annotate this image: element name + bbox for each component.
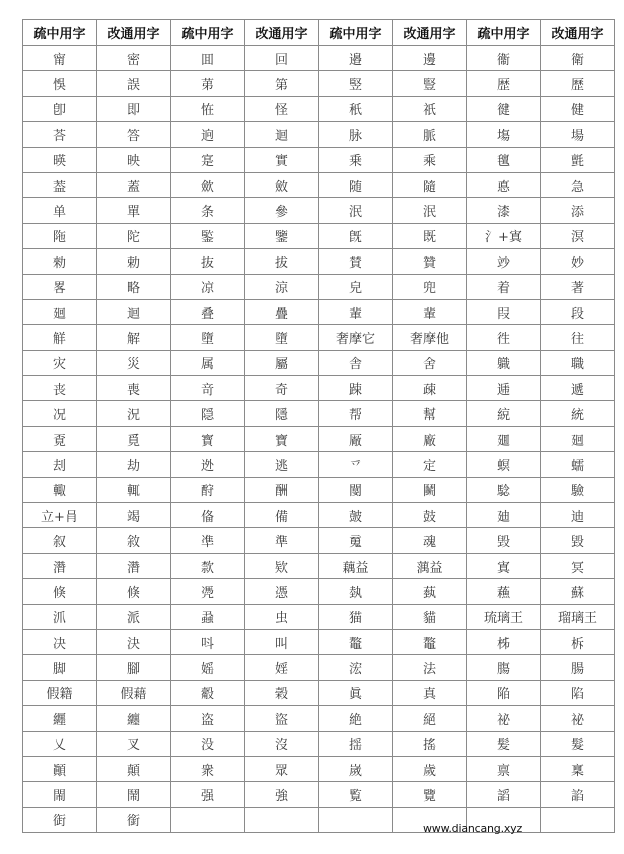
header-standard-char: 改通用字 [541, 20, 615, 46]
standard-char-cell: 喪 [97, 376, 171, 401]
commentary-char-cell: 凴 [171, 579, 245, 604]
standard-char-cell: 蓺 [393, 579, 467, 604]
standard-char-cell: 瑠璃王 [541, 604, 615, 629]
standard-char-cell: 急 [541, 172, 615, 197]
standard-char-cell: 沒 [245, 731, 319, 756]
standard-char-cell: 覽 [393, 782, 467, 807]
standard-char-cell: 榖 [245, 680, 319, 705]
commentary-char-cell: 衘 [23, 807, 97, 832]
standard-char-cell: 略 [97, 274, 171, 299]
standard-char-cell: 屬 [245, 350, 319, 375]
standard-char-cell: 虫 [245, 604, 319, 629]
standard-char-cell: 欵 [245, 553, 319, 578]
commentary-char-cell: 觳 [171, 680, 245, 705]
commentary-char-cell: 禀 [467, 756, 541, 781]
table-row [23, 477, 615, 502]
header-row [23, 20, 615, 46]
commentary-char-cell: 单 [23, 198, 97, 223]
commentary-char-cell: 隠 [171, 401, 245, 426]
commentary-char-cell: 凉 [171, 274, 245, 299]
commentary-char-cell: 漆 [467, 198, 541, 223]
standard-char-cell: 疎 [393, 376, 467, 401]
commentary-char-cell: 廽 [467, 426, 541, 451]
commentary-char-cell: 賛 [319, 249, 393, 274]
commentary-char-cell: 竪 [319, 71, 393, 96]
table-row [23, 655, 615, 680]
commentary-char-cell: 膓 [467, 655, 541, 680]
standard-char-cell: 斂 [245, 172, 319, 197]
table-row [23, 299, 615, 324]
standard-char-cell: 叫 [245, 629, 319, 654]
commentary-char-cell: 叠 [171, 299, 245, 324]
standard-char-cell: 往 [541, 325, 615, 350]
commentary-char-cell: 䰟 [319, 528, 393, 553]
standard-char-cell: 映 [97, 147, 171, 172]
standard-char-cell: 鼓 [393, 503, 467, 528]
commentary-char-cell: 迯 [171, 452, 245, 477]
standard-char-cell: 倏 [97, 579, 171, 604]
commentary-char-cell: 鍳 [171, 223, 245, 248]
commentary-char-cell: 舎 [319, 350, 393, 375]
table-row [23, 782, 615, 807]
commentary-char-cell: 寔 [171, 147, 245, 172]
standard-char-cell: 奢摩他 [393, 325, 467, 350]
standard-char-cell: 歷 [541, 71, 615, 96]
standard-char-cell: 隱 [245, 401, 319, 426]
commentary-char-cell: 蝨 [171, 604, 245, 629]
standard-char-cell [245, 807, 319, 832]
standard-char-cell: 假藉 [97, 680, 171, 705]
table-row [23, 122, 615, 147]
commentary-char-cell: 乗 [319, 147, 393, 172]
standard-char-cell: 泯 [393, 198, 467, 223]
commentary-char-cell: 觧 [23, 325, 97, 350]
table-row [23, 223, 615, 248]
commentary-char-cell: 柹 [467, 629, 541, 654]
standard-char-cell: 祕 [541, 706, 615, 731]
standard-char-cell: 勅 [97, 249, 171, 274]
standard-char-cell: 廻 [541, 426, 615, 451]
commentary-char-cell: 鼇 [319, 629, 393, 654]
standard-char-cell: 奇 [245, 376, 319, 401]
table-row [23, 604, 615, 629]
standard-char-cell: 蘇 [541, 579, 615, 604]
commentary-char-cell: 氊 [467, 147, 541, 172]
table-row [23, 401, 615, 426]
commentary-char-cell: 乂 [23, 731, 97, 756]
standard-char-cell: 搖 [393, 731, 467, 756]
standard-char-cell: 憑 [245, 579, 319, 604]
header-commentary-char: 疏中用字 [467, 20, 541, 46]
commentary-char-cell: 荅 [23, 122, 97, 147]
standard-char-cell: 脈 [393, 122, 467, 147]
commentary-char-cell: 皃 [319, 274, 393, 299]
commentary-char-cell: 条 [171, 198, 245, 223]
standard-char-cell: 覓 [97, 426, 171, 451]
commentary-char-cell: 閙 [23, 782, 97, 807]
commentary-char-cell: 逈 [171, 122, 245, 147]
standard-char-cell: 強 [245, 782, 319, 807]
commentary-char-cell: 浤 [319, 655, 393, 680]
table-row [23, 452, 615, 477]
standard-char-cell: 迪 [541, 503, 615, 528]
commentary-char-cell: 暎 [23, 147, 97, 172]
commentary-char-cell: 沠 [23, 604, 97, 629]
standard-char-cell: 酬 [245, 477, 319, 502]
commentary-char-cell: 氵+寘 [467, 223, 541, 248]
table-row [23, 680, 615, 705]
commentary-char-cell: 况 [23, 401, 97, 426]
standard-char-cell: 回 [245, 46, 319, 71]
standard-char-cell: 銜 [97, 807, 171, 832]
table-row [23, 706, 615, 731]
commentary-char-cell: 奢摩它 [319, 325, 393, 350]
commentary-char-cell [319, 807, 393, 832]
table-row [23, 96, 615, 121]
commentary-char-cell: 陥 [467, 680, 541, 705]
commentary-char-cell: 寳 [171, 426, 245, 451]
commentary-char-cell: 閺 [319, 477, 393, 502]
commentary-char-cell: 眞 [319, 680, 393, 705]
standard-char-cell: 幫 [393, 401, 467, 426]
commentary-char-cell: 丧 [23, 376, 97, 401]
standard-char-cell: 腸 [541, 655, 615, 680]
commentary-char-cell: 倏 [23, 579, 97, 604]
watermark: www.diancang.xyz [423, 822, 523, 835]
standard-char-cell: 兜 [393, 274, 467, 299]
standard-char-cell: 氈 [541, 147, 615, 172]
commentary-char-cell: 旣 [319, 223, 393, 248]
standard-char-cell: 著 [541, 274, 615, 299]
header-standard-char: 改通用字 [245, 20, 319, 46]
commentary-char-cell: 竗 [467, 249, 541, 274]
standard-char-cell: 柝 [541, 629, 615, 654]
standard-char-cell: 腳 [97, 655, 171, 680]
standard-char-cell: 真 [393, 680, 467, 705]
header-standard-char: 改通用字 [393, 20, 467, 46]
commentary-char-cell: 脉 [319, 122, 393, 147]
commentary-char-cell: 螟 [467, 452, 541, 477]
commentary-char-cell: 叚 [467, 299, 541, 324]
standard-char-cell: 場 [541, 122, 615, 147]
commentary-char-cell: 衆 [171, 756, 245, 781]
commentary-char-cell: 脚 [23, 655, 97, 680]
standard-char-cell: 眾 [245, 756, 319, 781]
standard-char-cell: 怪 [245, 96, 319, 121]
commentary-char-cell: 踈 [319, 376, 393, 401]
standard-char-cell: 迴 [245, 122, 319, 147]
standard-char-cell: 備 [245, 503, 319, 528]
standard-char-cell: 輒 [97, 477, 171, 502]
commentary-char-cell: 恠 [171, 96, 245, 121]
standard-char-cell: 鑒 [245, 223, 319, 248]
standard-char-cell: 稟 [541, 756, 615, 781]
commentary-char-cell: 蘓 [467, 579, 541, 604]
commentary-char-cell: 决 [23, 629, 97, 654]
standard-char-cell: 涼 [245, 274, 319, 299]
commentary-char-cell: 纒 [23, 706, 97, 731]
standard-char-cell: 墮 [245, 325, 319, 350]
commentary-char-cell: 帮 [319, 401, 393, 426]
commentary-char-cell: 輙 [23, 477, 97, 502]
standard-char-cell: 舍 [393, 350, 467, 375]
commentary-char-cell: 墮 [171, 325, 245, 350]
standard-char-cell: 冥 [541, 553, 615, 578]
commentary-char-cell: 盗 [171, 706, 245, 731]
header-standard-char: 改通用字 [97, 20, 171, 46]
standard-char-cell: 實 [245, 147, 319, 172]
standard-char-cell: 參 [245, 198, 319, 223]
standard-char-cell: 疊 [245, 299, 319, 324]
commentary-char-cell: 媱 [171, 655, 245, 680]
standard-char-cell: 段 [541, 299, 615, 324]
standard-char-cell: 蠕 [541, 452, 615, 477]
table-row [23, 46, 615, 71]
table-row [23, 426, 615, 451]
table-row [23, 579, 615, 604]
standard-char-cell: 逃 [245, 452, 319, 477]
commentary-char-cell: 凖 [171, 528, 245, 553]
standard-char-cell: 劫 [97, 452, 171, 477]
commentary-char-cell: 軄 [467, 350, 541, 375]
commentary-char-cell: 立+肙 [23, 503, 97, 528]
standard-char-cell: 妙 [541, 249, 615, 274]
commentary-char-cell: 歴 [467, 71, 541, 96]
commentary-char-cell: 騐 [467, 477, 541, 502]
standard-char-cell: 陷 [541, 680, 615, 705]
standard-char-cell: 單 [97, 198, 171, 223]
standard-char-cell: 鬭 [393, 477, 467, 502]
commentary-char-cell: 叙 [23, 528, 97, 553]
standard-char-cell: 統 [541, 401, 615, 426]
standard-char-cell: 職 [541, 350, 615, 375]
standard-char-cell: 解 [97, 325, 171, 350]
commentary-char-cell: 呌 [171, 629, 245, 654]
table-row [23, 553, 615, 578]
commentary-char-cell: 廻 [23, 299, 97, 324]
table-row [23, 198, 615, 223]
commentary-char-cell: 强 [171, 782, 245, 807]
standard-char-cell: 婬 [245, 655, 319, 680]
commentary-char-cell: 泯 [319, 198, 393, 223]
standard-char-cell: 況 [97, 401, 171, 426]
standard-char-cell: 決 [97, 629, 171, 654]
commentary-char-cell: 陁 [23, 223, 97, 248]
commentary-char-cell: 輩 [319, 299, 393, 324]
standard-char-cell: 溟 [541, 223, 615, 248]
commentary-char-cell: 竒 [171, 376, 245, 401]
standard-char-cell: 陀 [97, 223, 171, 248]
standard-char-cell: 寶 [245, 426, 319, 451]
table-row [23, 249, 615, 274]
commentary-char-cell: 廸 [467, 503, 541, 528]
commentary-char-cell: 琉璃王 [467, 604, 541, 629]
standard-char-cell: 法 [393, 655, 467, 680]
standard-char-cell: 驗 [541, 477, 615, 502]
standard-char-cell: 敘 [97, 528, 171, 553]
commentary-char-cell: 寘 [467, 553, 541, 578]
standard-char-cell: 即 [97, 96, 171, 121]
commentary-char-cell: 綂 [467, 401, 541, 426]
table-row [23, 756, 615, 781]
commentary-char-cell: 猫 [319, 604, 393, 629]
table-row [23, 325, 615, 350]
standard-char-cell: 輩 [393, 299, 467, 324]
commentary-char-cell: 秖 [319, 96, 393, 121]
commentary-char-cell: 謟 [467, 782, 541, 807]
table-row [23, 376, 615, 401]
standard-char-cell: 廠 [393, 426, 467, 451]
standard-char-cell: 絕 [393, 706, 467, 731]
standard-char-cell: 添 [541, 198, 615, 223]
commentary-char-cell: 髪 [467, 731, 541, 756]
table-row [23, 731, 615, 756]
commentary-char-cell: 悳 [467, 172, 541, 197]
commentary-char-cell: 邉 [319, 46, 393, 71]
standard-char-cell: 纏 [97, 706, 171, 731]
commentary-char-cell: 卽 [23, 96, 97, 121]
standard-char-cell: 隨 [393, 172, 467, 197]
commentary-char-cell: 假籍 [23, 680, 97, 705]
commentary-char-cell: 没 [171, 731, 245, 756]
commentary-char-cell: 悞 [23, 71, 97, 96]
standard-char-cell: 答 [97, 122, 171, 147]
commentary-char-cell: 埶 [319, 579, 393, 604]
standard-char-cell: 派 [97, 604, 171, 629]
commentary-char-cell: 塲 [467, 122, 541, 147]
standard-char-cell: 密 [97, 46, 171, 71]
standard-char-cell: 顛 [97, 756, 171, 781]
header-commentary-char: 疏中用字 [23, 20, 97, 46]
table-row [23, 71, 615, 96]
commentary-char-cell: 勑 [23, 249, 97, 274]
standard-char-cell: 叉 [97, 731, 171, 756]
commentary-char-cell: 酧 [171, 477, 245, 502]
commentary-char-cell: 葢 [23, 172, 97, 197]
standard-char-cell: 準 [245, 528, 319, 553]
commentary-char-cell: 覔 [23, 426, 97, 451]
standard-char-cell: 鼇 [393, 629, 467, 654]
commentary-char-cell: 随 [319, 172, 393, 197]
commentary-char-cell: 抜 [171, 249, 245, 274]
standard-char-cell: 蕅益 [393, 553, 467, 578]
commentary-char-cell: 覧 [319, 782, 393, 807]
header-commentary-char: 疏中用字 [171, 20, 245, 46]
standard-char-cell: 毀 [541, 528, 615, 553]
commentary-char-cell: 衞 [467, 46, 541, 71]
standard-char-cell: 贊 [393, 249, 467, 274]
commentary-char-cell: 絶 [319, 706, 393, 731]
standard-char-cell: 遞 [541, 376, 615, 401]
commentary-char-cell: 揺 [319, 731, 393, 756]
standard-char-cell: 迴 [97, 299, 171, 324]
commentary-char-cell: 甯 [23, 46, 97, 71]
standard-char-cell: 拔 [245, 249, 319, 274]
standard-char-cell: 鬧 [97, 782, 171, 807]
commentary-char-cell: 嵗 [319, 756, 393, 781]
standard-char-cell: 定 [393, 452, 467, 477]
commentary-char-cell: 藕益 [319, 553, 393, 578]
standard-char-cell: 歲 [393, 756, 467, 781]
commentary-char-cell: 歀 [171, 553, 245, 578]
commentary-char-cell: 徤 [467, 96, 541, 121]
commentary-char-cell: 苐 [171, 71, 245, 96]
standard-char-cell: 魂 [393, 528, 467, 553]
standard-char-cell: 健 [541, 96, 615, 121]
commentary-char-cell: 顚 [23, 756, 97, 781]
commentary-char-cell: 祕 [467, 706, 541, 731]
commentary-char-cell: 属 [171, 350, 245, 375]
commentary-char-cell: 濳 [23, 553, 97, 578]
commentary-char-cell: 刦 [23, 452, 97, 477]
table-row [23, 807, 615, 832]
table-row [23, 503, 615, 528]
standard-char-cell: 蓋 [97, 172, 171, 197]
standard-char-cell: 髮 [541, 731, 615, 756]
commentary-char-cell: 乊 [319, 452, 393, 477]
standard-char-cell: 盜 [245, 706, 319, 731]
commentary-char-cell: 毁 [467, 528, 541, 553]
commentary-char-cell: 徃 [467, 325, 541, 350]
table-row [23, 274, 615, 299]
standard-char-cell: 貓 [393, 604, 467, 629]
standard-char-cell: 邊 [393, 46, 467, 71]
standard-char-cell: 濳 [97, 553, 171, 578]
commentary-char-cell: 灾 [23, 350, 97, 375]
standard-char-cell: 誤 [97, 71, 171, 96]
commentary-char-cell: 逓 [467, 376, 541, 401]
standard-char-cell: 諂 [541, 782, 615, 807]
table-row [23, 629, 615, 654]
commentary-char-cell: 皷 [319, 503, 393, 528]
commentary-char-cell: 歛 [171, 172, 245, 197]
standard-char-cell [541, 807, 615, 832]
standard-char-cell: 衛 [541, 46, 615, 71]
table-row [23, 528, 615, 553]
table-body [23, 46, 615, 833]
table-row [23, 350, 615, 375]
standard-char-cell: 災 [97, 350, 171, 375]
standard-char-cell: 第 [245, 71, 319, 96]
commentary-char-cell: 俻 [171, 503, 245, 528]
table-row [23, 147, 615, 172]
standard-char-cell: 祇 [393, 96, 467, 121]
commentary-char-cell [171, 807, 245, 832]
standard-char-cell: 既 [393, 223, 467, 248]
table-row [23, 172, 615, 197]
commentary-char-cell: 囬 [171, 46, 245, 71]
commentary-char-cell: 厰 [319, 426, 393, 451]
commentary-char-cell: 着 [467, 274, 541, 299]
character-variant-table [22, 19, 615, 833]
standard-char-cell: 豎 [393, 71, 467, 96]
header-commentary-char: 疏中用字 [319, 20, 393, 46]
standard-char-cell: 竭 [97, 503, 171, 528]
commentary-char-cell: 畧 [23, 274, 97, 299]
standard-char-cell: 乘 [393, 147, 467, 172]
